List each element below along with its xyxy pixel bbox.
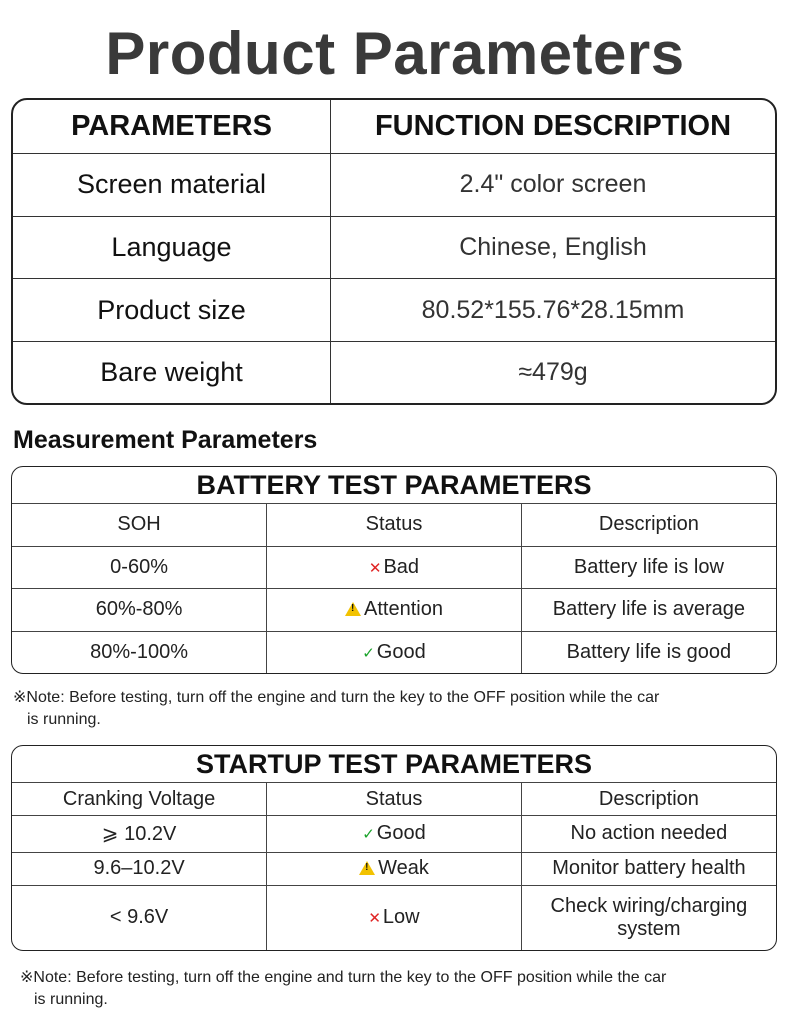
column-header-status: Status bbox=[267, 783, 522, 816]
status-cell bbox=[267, 816, 522, 852]
check-icon: ✓ bbox=[362, 826, 375, 844]
product-parameters-table bbox=[11, 98, 777, 405]
parameter-value: ≈479g bbox=[518, 357, 588, 386]
parameter-value: 80.52*155.76*28.15mm bbox=[331, 279, 776, 342]
parameter-name: Screen material bbox=[13, 154, 331, 217]
column-header-status: Status bbox=[267, 504, 522, 547]
description-cell: Battery life is average bbox=[521, 589, 776, 632]
cross-icon: ✕ bbox=[368, 910, 381, 928]
parameter-value: Chinese, English bbox=[331, 216, 776, 279]
soh-range: 0-60% bbox=[12, 546, 267, 589]
battery-table-title: BATTERY TEST PARAMETERS bbox=[12, 467, 776, 504]
table-row bbox=[13, 341, 775, 403]
warning-icon bbox=[359, 861, 375, 875]
table-title-row bbox=[12, 467, 776, 504]
table-row bbox=[12, 885, 776, 950]
page-title: Product Parameters bbox=[105, 20, 685, 87]
voltage-range: < 9.6V bbox=[12, 885, 267, 950]
parameter-name: Bare weight bbox=[13, 341, 331, 403]
table-row bbox=[12, 546, 776, 589]
status-label: Weak bbox=[378, 857, 429, 880]
warning-icon bbox=[345, 602, 361, 616]
cross-icon: ✕ bbox=[368, 559, 382, 577]
status-label: Good bbox=[376, 640, 426, 663]
table-row bbox=[12, 631, 776, 673]
table-row bbox=[13, 154, 775, 217]
table-header-row bbox=[12, 504, 776, 547]
status-label: Bad bbox=[383, 555, 420, 578]
column-header-cranking-voltage: Cranking Voltage bbox=[12, 783, 267, 816]
status-cell bbox=[267, 852, 522, 885]
measurement-heading: Measurement Parameters bbox=[13, 426, 318, 454]
parameter-name: Product size bbox=[13, 279, 331, 342]
note-line: is running. bbox=[34, 991, 108, 1008]
description-cell: No action needed bbox=[521, 816, 776, 852]
table-header-row bbox=[12, 783, 776, 816]
status-cell bbox=[267, 885, 522, 950]
table-row bbox=[13, 279, 775, 342]
table-row bbox=[12, 852, 776, 885]
description-cell: Check wiring/charging system bbox=[550, 894, 748, 940]
battery-test-table bbox=[11, 466, 777, 674]
status-label: Low bbox=[382, 906, 420, 929]
table-title-row bbox=[12, 746, 776, 783]
column-header-function-description: FUNCTION DESCRIPTION bbox=[331, 100, 776, 154]
status-cell bbox=[267, 631, 522, 673]
startup-table-title: STARTUP TEST PARAMETERS bbox=[12, 746, 776, 783]
table-row bbox=[13, 216, 775, 279]
startup-test-table bbox=[11, 745, 777, 951]
voltage-range: 9.6–10.2V bbox=[12, 852, 267, 885]
status-cell bbox=[267, 589, 522, 632]
description-cell: Battery life is low bbox=[521, 546, 776, 589]
table-header-row bbox=[13, 100, 775, 154]
column-header-soh: SOH bbox=[12, 504, 267, 547]
column-header-description: Description bbox=[521, 783, 776, 816]
parameter-value: 2.4" color screen bbox=[331, 154, 776, 217]
status-cell bbox=[267, 546, 522, 589]
battery-note bbox=[13, 687, 773, 731]
table-row bbox=[12, 816, 776, 852]
note-line: is running. bbox=[27, 711, 101, 728]
startup-note bbox=[20, 967, 780, 1011]
column-header-description: Description bbox=[521, 504, 776, 547]
description-cell: Battery life is good bbox=[566, 640, 732, 663]
note-line: ※Note: Before testing, turn off the engine and turn the key to the OFF position while the car bbox=[13, 689, 660, 706]
parameter-name: Language bbox=[13, 216, 331, 279]
note-line: ※Note: Before testing, turn off the engine and turn the key to the OFF position while the car bbox=[20, 969, 667, 986]
description-cell: Monitor battery health bbox=[521, 852, 776, 885]
column-header-parameters: PARAMETERS bbox=[13, 100, 331, 154]
check-icon: ✓ bbox=[362, 644, 375, 662]
soh-range: 60%-80% bbox=[12, 589, 267, 632]
table-row bbox=[12, 589, 776, 632]
soh-range: 80%-100% bbox=[12, 631, 267, 673]
status-label: Attention bbox=[364, 598, 443, 621]
status-label: Good bbox=[376, 822, 426, 845]
voltage-range: ⩾ 10.2V bbox=[12, 816, 267, 852]
